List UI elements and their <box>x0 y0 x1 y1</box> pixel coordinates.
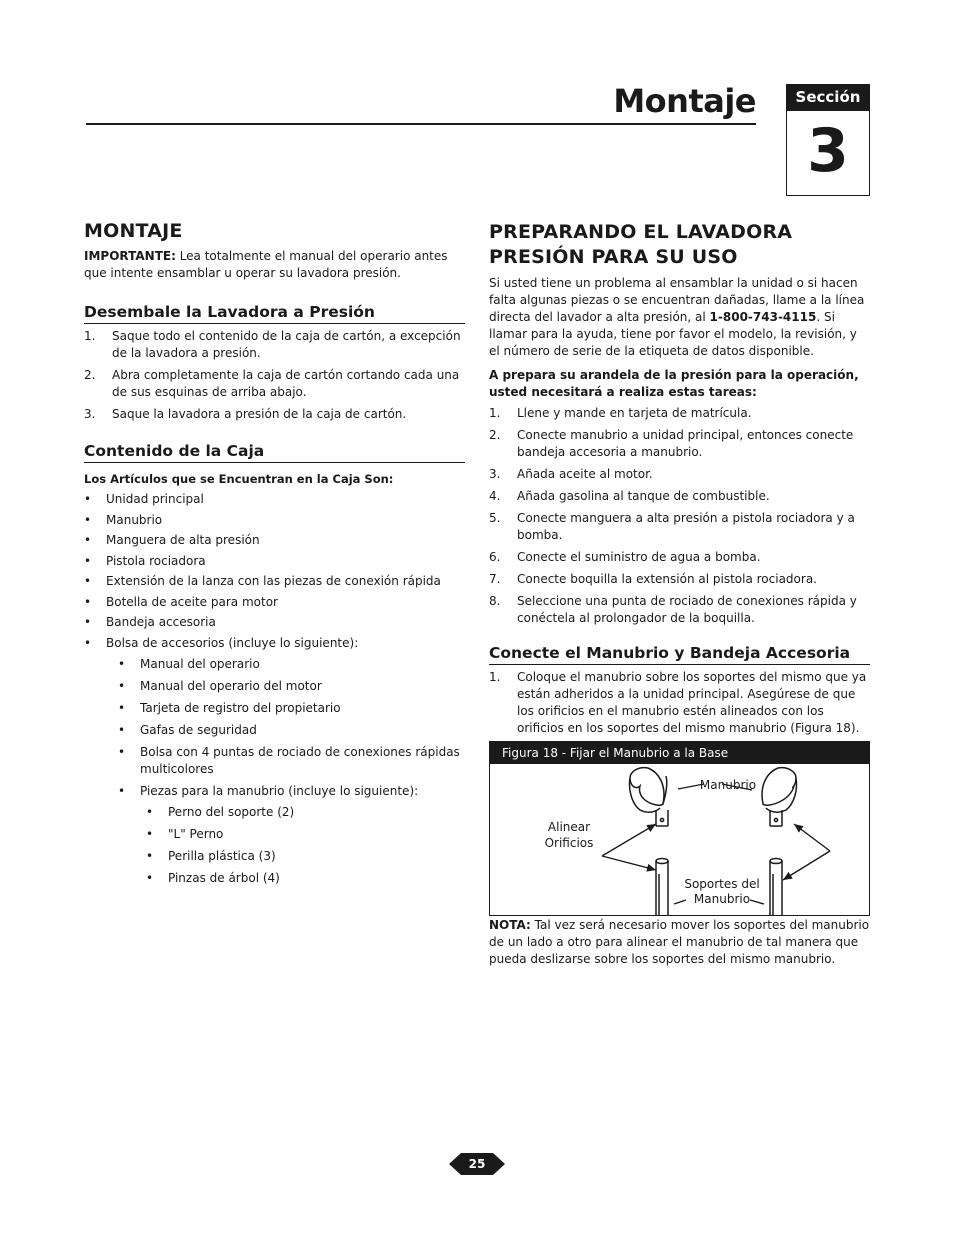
list-item: • Manual del operario <box>118 656 260 671</box>
list-item: • Manguera de alta presión <box>84 533 260 547</box>
prep-heading: PREPARANDO EL LAVADORA PRESIÓN PARA SU USO <box>489 221 793 268</box>
list-item: 4. Añada gasolina al tanque de combustible. <box>489 489 770 503</box>
list-item: • Gafas de seguridad <box>118 722 257 737</box>
figure-18 <box>489 741 870 916</box>
header-rule <box>86 123 756 125</box>
contents-list <box>84 491 465 887</box>
list-item: • Manual del operario del motor <box>118 678 322 693</box>
left-hand-icon <box>629 768 668 826</box>
list-item: • Tarjeta de registro del propietario <box>118 700 341 715</box>
left-column <box>84 220 465 892</box>
note-paragraph <box>489 917 870 968</box>
label-support-line2: Manubrio <box>693 892 751 906</box>
list-item: 3. Saque la lavadora a presión de la caja de cartón. <box>84 407 407 421</box>
list-item: • Pistola rociadora <box>84 553 206 568</box>
list-item: 1. Llene y mande en tarjeta de matrícula. <box>489 406 752 420</box>
contents-heading: Contenido de la Caja <box>84 442 465 463</box>
connect-heading: Conecte el Manubrio y Bandeja Accesoria <box>489 644 870 665</box>
list-item: 2. Abra completamente la caja de cartón cortando cada una de sus esquinas de arriba abajo. <box>84 368 460 399</box>
list-item: • Bolsa con 4 puntas de rociado de conexiones rápidas multicolores <box>118 744 460 776</box>
list-item: • Extensión de la lanza con las piezas de conexión rápida <box>84 574 441 588</box>
assembly-heading: MONTAJE <box>84 220 183 242</box>
note-text: Tal vez será necesario mover los soportes del manubrio de un lado a otro para alinear el manubrio de tal manera que pueda deslizarse sobre los soportes del mismo manubrio. <box>489 918 870 966</box>
right-hand-icon <box>762 768 796 826</box>
list-item: 1. Coloque el manubrio sobre los soportes del mismo que ya están adheridos a la unidad principal. Asegúrese de que los orificios en el manubrio estén alineados con los orificios en los soportes del mismo manubrio (Figura 18). <box>489 670 867 735</box>
list-item: • Perilla plástica (3) <box>146 848 276 863</box>
prep-intro-paragraph: Si usted tiene un problema al ensamblar la unidad o si hacen falta algunas piezas o se encuentran dañadas, llame a la línea directa del lavador a alta presión, al 1-800-743-4115. Si llamar para la ayuda, tiene por favor el modelo, la revisión, y el número de serie de la etiqueta de datos disponible. <box>489 276 865 358</box>
page-title: Montaje <box>613 82 756 120</box>
page-number: 25 <box>468 1157 486 1171</box>
unpack-steps <box>84 328 465 423</box>
list-item: 3. Añada aceite al motor. <box>489 467 653 481</box>
list-item: 7. Conecte boquilla la extensión al pistola rociadora. <box>489 572 817 586</box>
list-item: • Bandeja accesoria <box>84 615 216 629</box>
list-item: 6. Conecte el suministro de agua a bomba. <box>489 550 761 564</box>
list-item: 1. Saque todo el contenido de la caja de cartón, a excepción de la lavadora a presión. <box>84 329 461 360</box>
list-item: • Perno del soporte (2) <box>146 804 295 819</box>
hotline-phone: 1-800-743-4115 <box>709 310 817 324</box>
section-number: 3 <box>807 116 849 186</box>
connect-steps <box>489 669 870 737</box>
handle-parts-list <box>146 804 465 887</box>
label-support-line1: Soportes del <box>684 877 760 891</box>
list-item: • Pinzas de árbol (4) <box>146 870 280 885</box>
list-item: • Manubrio <box>84 512 163 527</box>
left-support-icon <box>656 859 668 916</box>
list-item: 5. Conecte manguera a alta presión a pistola rociadora y a bomba. <box>489 511 855 542</box>
important-paragraph <box>84 248 465 282</box>
list-item: • "L" Perno <box>146 826 224 841</box>
important-text: Lea totalmente el manual del operario antes que intente ensamblar u operar su lavadora presión. <box>84 249 448 280</box>
contents-intro: Los Artículos que se Encuentran en la Caja Son: <box>84 472 394 486</box>
section-label: Sección <box>787 85 869 111</box>
list-item: 2. Conecte manubrio a unidad principal, entonces conecte bandeja accesoria a manubrio. <box>489 428 854 459</box>
prep-steps <box>489 405 870 627</box>
list-item: • Botella de aceite para motor <box>84 594 278 609</box>
right-support-icon <box>770 859 782 916</box>
unpack-heading: Desembale la Lavadora a Presión <box>84 303 465 324</box>
label-align-line1: Alinear <box>547 820 591 834</box>
label-align-line2: Orificios <box>544 836 594 850</box>
important-label: IMPORTANTE: <box>84 249 176 263</box>
list-item: • Bolsa de accesorios (incluye lo siguiente): • Manual del operario • Manual del operario del motor • Tarjeta de registro del propietario • Gafas de seguridad • Bolsa con 4 puntas de rociado de conexiones rápidas multicolores • Piezas para la manubrio (incluye lo siguiente): • Perno del soporte (2) • "L" Perno • Perilla plástica (3) • Pinzas de árbol (4) <box>84 635 465 887</box>
list-item: 8. Seleccione una punta de rociado de conexiones rápida y conéctela al prolongador de la boquilla. <box>489 594 857 625</box>
note-label: NOTA: <box>489 918 531 932</box>
figure-caption: Figura 18 - Fijar el Manubrio a la Base <box>490 742 869 764</box>
list-item: • Piezas para la manubrio (incluye lo siguiente): • Perno del soporte (2) • "L" Perno • Perilla plástica (3) • Pinzas de árbol (4) <box>118 783 465 887</box>
figure-illustration <box>490 764 869 915</box>
prep-tasks-intro: A prepara su arandela de la presión para la operación, usted necesitará a realiza estas tareas: <box>489 368 859 399</box>
section-badge <box>786 84 870 196</box>
label-handle: Manubrio <box>699 778 757 792</box>
list-item: • Unidad principal <box>84 492 204 506</box>
bag-items-list <box>118 656 465 887</box>
right-column <box>489 220 870 968</box>
